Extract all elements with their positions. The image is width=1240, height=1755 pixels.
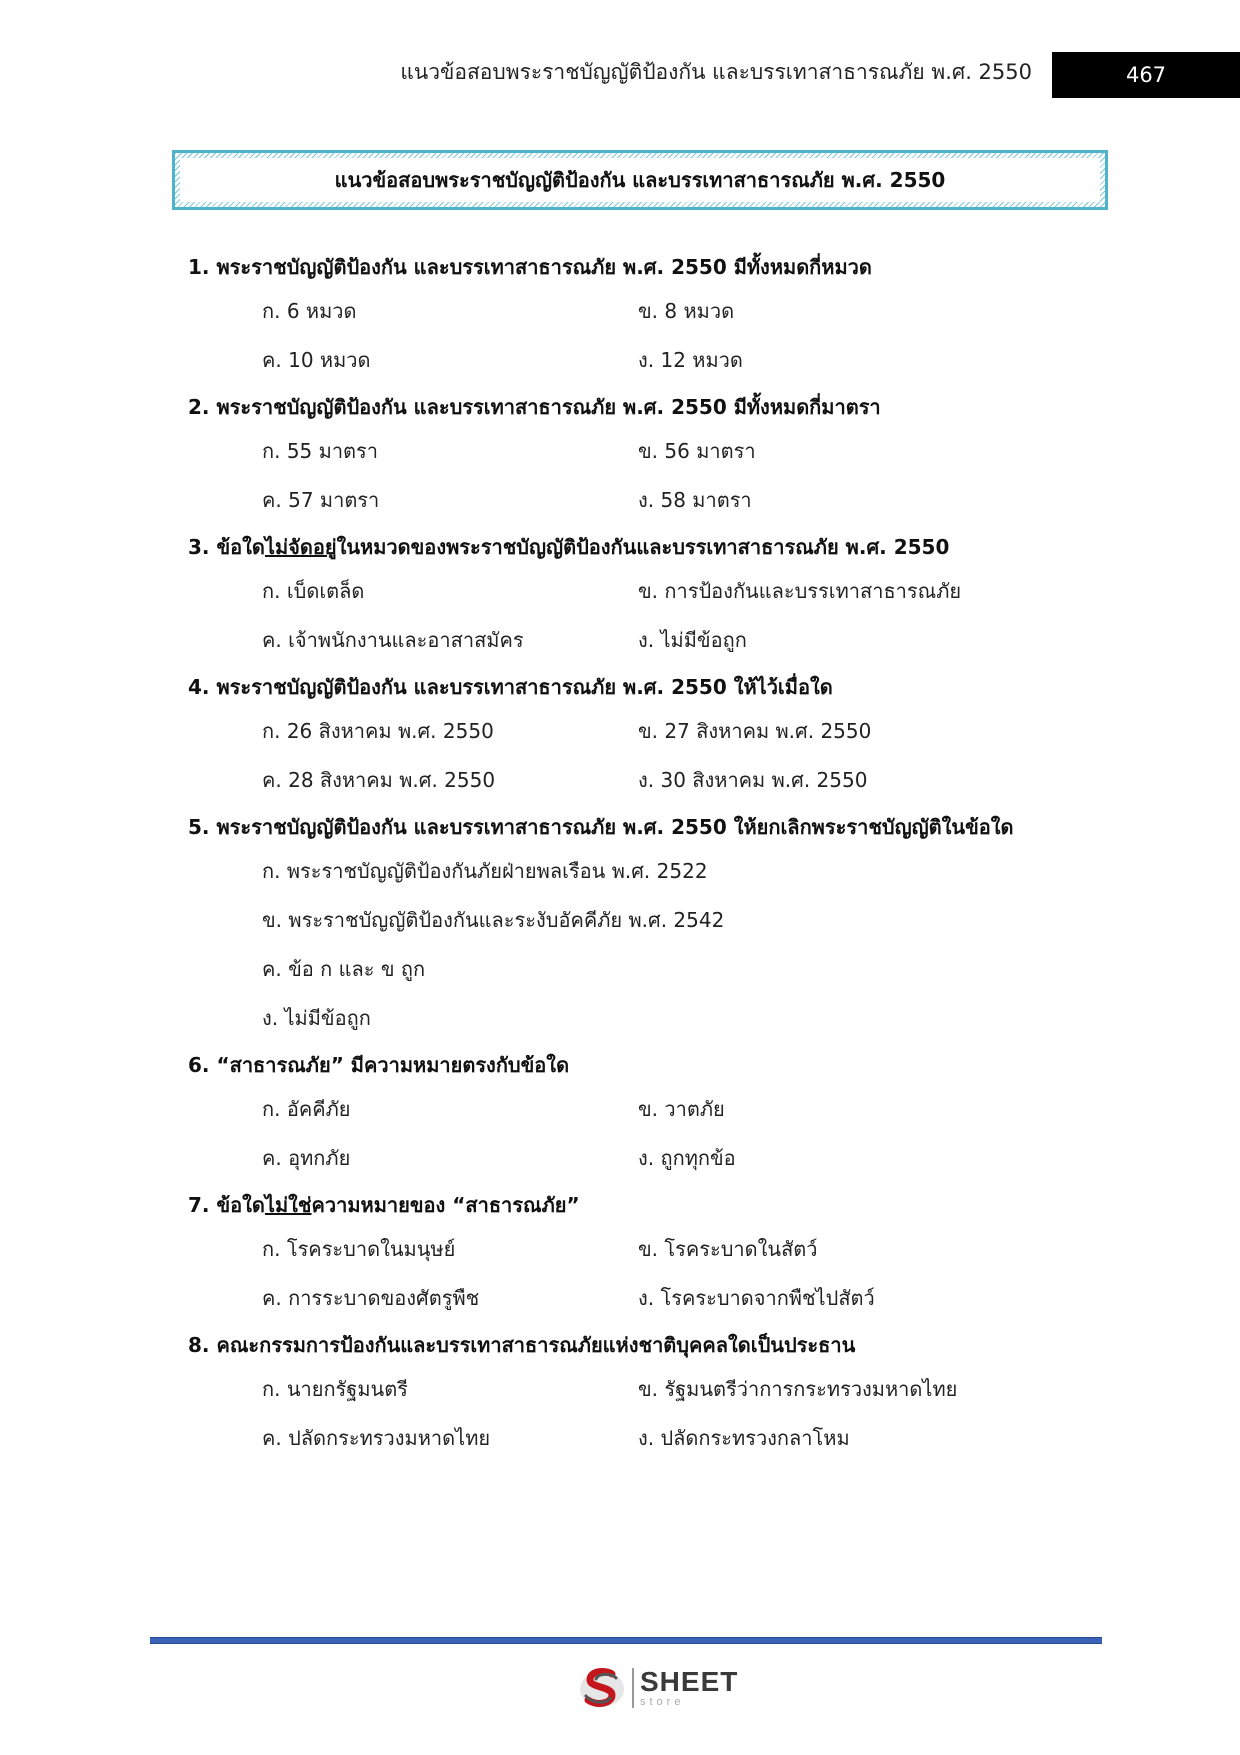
question-text: 1. พระราชบัญญัติป้องกัน และบรรเทาสาธารณภัย พ.ศ. 2550 มีทั้งหมดกี่หมวด bbox=[188, 255, 872, 279]
section-title-box bbox=[172, 150, 1108, 210]
option-b: ข. วาตภัย bbox=[638, 1096, 725, 1121]
option-c: ค. อุทกภัย bbox=[262, 1145, 351, 1170]
option-d: ง. ปลัดกระทรวงกลาโหม bbox=[638, 1425, 850, 1450]
question-text: 2. พระราชบัญญัติป้องกัน และบรรเทาสาธารณภัย พ.ศ. 2550 มีทั้งหมดกี่มาตรา bbox=[188, 395, 881, 419]
question-text-prefix: 7. ข้อใด bbox=[188, 1193, 265, 1217]
option-c: ค. ข้อ ก และ ข ถูก bbox=[262, 956, 426, 981]
option-b: ข. 56 มาตรา bbox=[638, 438, 756, 463]
header-title: แนวข้อสอบพระราชบัญญัติป้องกัน และบรรเทาสาธารณภัย พ.ศ. 2550 bbox=[400, 60, 1032, 84]
option-row bbox=[188, 426, 1088, 475]
option-row bbox=[188, 1273, 1088, 1322]
option-c: ค. 28 สิงหาคม พ.ศ. 2550 bbox=[262, 767, 496, 792]
question-5 bbox=[188, 812, 1088, 1042]
option-row bbox=[188, 1084, 1088, 1133]
option-a: ก. 26 สิงหาคม พ.ศ. 2550 bbox=[262, 718, 494, 743]
option-b: ข. 27 สิงหาคม พ.ศ. 2550 bbox=[638, 718, 872, 743]
option-a: ก. เบ็ดเตล็ด bbox=[262, 578, 365, 603]
option-row bbox=[188, 755, 1088, 804]
page-number: 467 bbox=[1052, 52, 1240, 98]
question-text: 5. พระราชบัญญัติป้องกัน และบรรเทาสาธารณภัย พ.ศ. 2550 ให้ยกเลิกพระราชบัญญัติในข้อใด bbox=[188, 815, 1014, 839]
question-6 bbox=[188, 1050, 1088, 1182]
footer-divider bbox=[150, 1637, 1102, 1644]
section-title: แนวข้อสอบพระราชบัญญัติป้องกัน และบรรเทาสาธารณภัย พ.ศ. 2550 bbox=[180, 158, 1100, 202]
sheet-store-logo bbox=[576, 1662, 746, 1714]
option-row bbox=[188, 1364, 1088, 1413]
question-text: 6. “สาธารณภัย” มีความหมายตรงกับข้อใด bbox=[188, 1053, 570, 1077]
option-d: ง. 58 มาตรา bbox=[638, 487, 752, 512]
option-b: ข. โรคระบาดในสัตว์ bbox=[638, 1236, 818, 1261]
option-b: ข. 8 หมวด bbox=[638, 298, 735, 323]
option-c: ค. เจ้าพนักงานและอาสาสมัคร bbox=[262, 627, 524, 652]
option-row bbox=[188, 615, 1088, 664]
question-text: 8. คณะกรรมการป้องกันและบรรเทาสาธารณภัยแห่งชาติบุคคลใดเป็นประธาน bbox=[188, 1333, 856, 1357]
question-2 bbox=[188, 392, 1088, 524]
question-4 bbox=[188, 672, 1088, 804]
question-text: 4. พระราชบัญญัติป้องกัน และบรรเทาสาธารณภัย พ.ศ. 2550 ให้ไว้เมื่อใด bbox=[188, 675, 833, 699]
question-text-underlined: ไม่ใช่ bbox=[264, 1193, 312, 1217]
logo-separator bbox=[632, 1668, 634, 1708]
question-3 bbox=[188, 532, 1088, 664]
option-b: ข. พระราชบัญญัติป้องกันและระงับอัคคีภัย พ.ศ. 2542 bbox=[262, 907, 725, 932]
option-d: ง. ไม่มีข้อถูก bbox=[638, 627, 747, 652]
option-b: ข. การป้องกันและบรรเทาสาธารณภัย bbox=[638, 578, 962, 603]
option-d: ง. โรคระบาดจากพืชไปสัตว์ bbox=[638, 1285, 875, 1310]
option-a: ก. นายกรัฐมนตรี bbox=[262, 1376, 408, 1401]
option-a: ก. โรคระบาดในมนุษย์ bbox=[262, 1236, 456, 1261]
option-row bbox=[188, 286, 1088, 335]
question-text-underlined: ไม่จัดอยู่ bbox=[264, 535, 337, 559]
running-header bbox=[0, 50, 1240, 98]
option-c: ค. ปลัดกระทรวงมหาดไทย bbox=[262, 1425, 491, 1450]
option-row bbox=[188, 335, 1088, 384]
option-d: ง. 12 หมวด bbox=[638, 347, 743, 372]
option-row bbox=[188, 1133, 1088, 1182]
option-c: ค. การระบาดของศัตรูพืช bbox=[262, 1285, 480, 1310]
option-d: ง. 30 สิงหาคม พ.ศ. 2550 bbox=[638, 767, 868, 792]
question-7 bbox=[188, 1190, 1088, 1322]
option-row bbox=[188, 1224, 1088, 1273]
logo-text bbox=[640, 1668, 738, 1708]
logo-subtext: store bbox=[640, 1696, 685, 1708]
question-text-prefix: 3. ข้อใด bbox=[188, 535, 265, 559]
logo-word: SHEET bbox=[640, 1666, 739, 1697]
option-row bbox=[188, 706, 1088, 755]
option-a: ก. อัคคีภัย bbox=[262, 1096, 351, 1121]
option-b: ข. รัฐมนตรีว่าการกระทรวงมหาดไทย bbox=[638, 1376, 958, 1401]
option-a: ก. พระราชบัญญัติป้องกันภัยฝ่ายพลเรือน พ.ศ. 2522 bbox=[262, 858, 708, 883]
question-text bbox=[188, 1190, 1088, 1224]
option-c: ค. 57 มาตรา bbox=[262, 487, 380, 512]
sheet-store-s-logo-icon bbox=[576, 1662, 628, 1714]
question-text-suffix: ความหมายของ “สาธารณภัย” bbox=[311, 1193, 580, 1217]
option-d: ง. ไม่มีข้อถูก bbox=[262, 1005, 371, 1030]
question-text bbox=[188, 532, 1088, 566]
question-1 bbox=[188, 252, 1088, 384]
question-list bbox=[188, 252, 1088, 1462]
option-a: ก. 6 หมวด bbox=[262, 298, 357, 323]
question-text-suffix: ในหมวดของพระราชบัญญัติป้องกันและบรรเทาสาธารณภัย พ.ศ. 2550 bbox=[336, 535, 950, 559]
option-a: ก. 55 มาตรา bbox=[262, 438, 379, 463]
question-8 bbox=[188, 1330, 1088, 1462]
option-row bbox=[188, 1413, 1088, 1462]
option-row bbox=[188, 475, 1088, 524]
option-row bbox=[188, 566, 1088, 615]
option-c: ค. 10 หมวด bbox=[262, 347, 371, 372]
option-d: ง. ถูกทุกข้อ bbox=[638, 1145, 736, 1170]
